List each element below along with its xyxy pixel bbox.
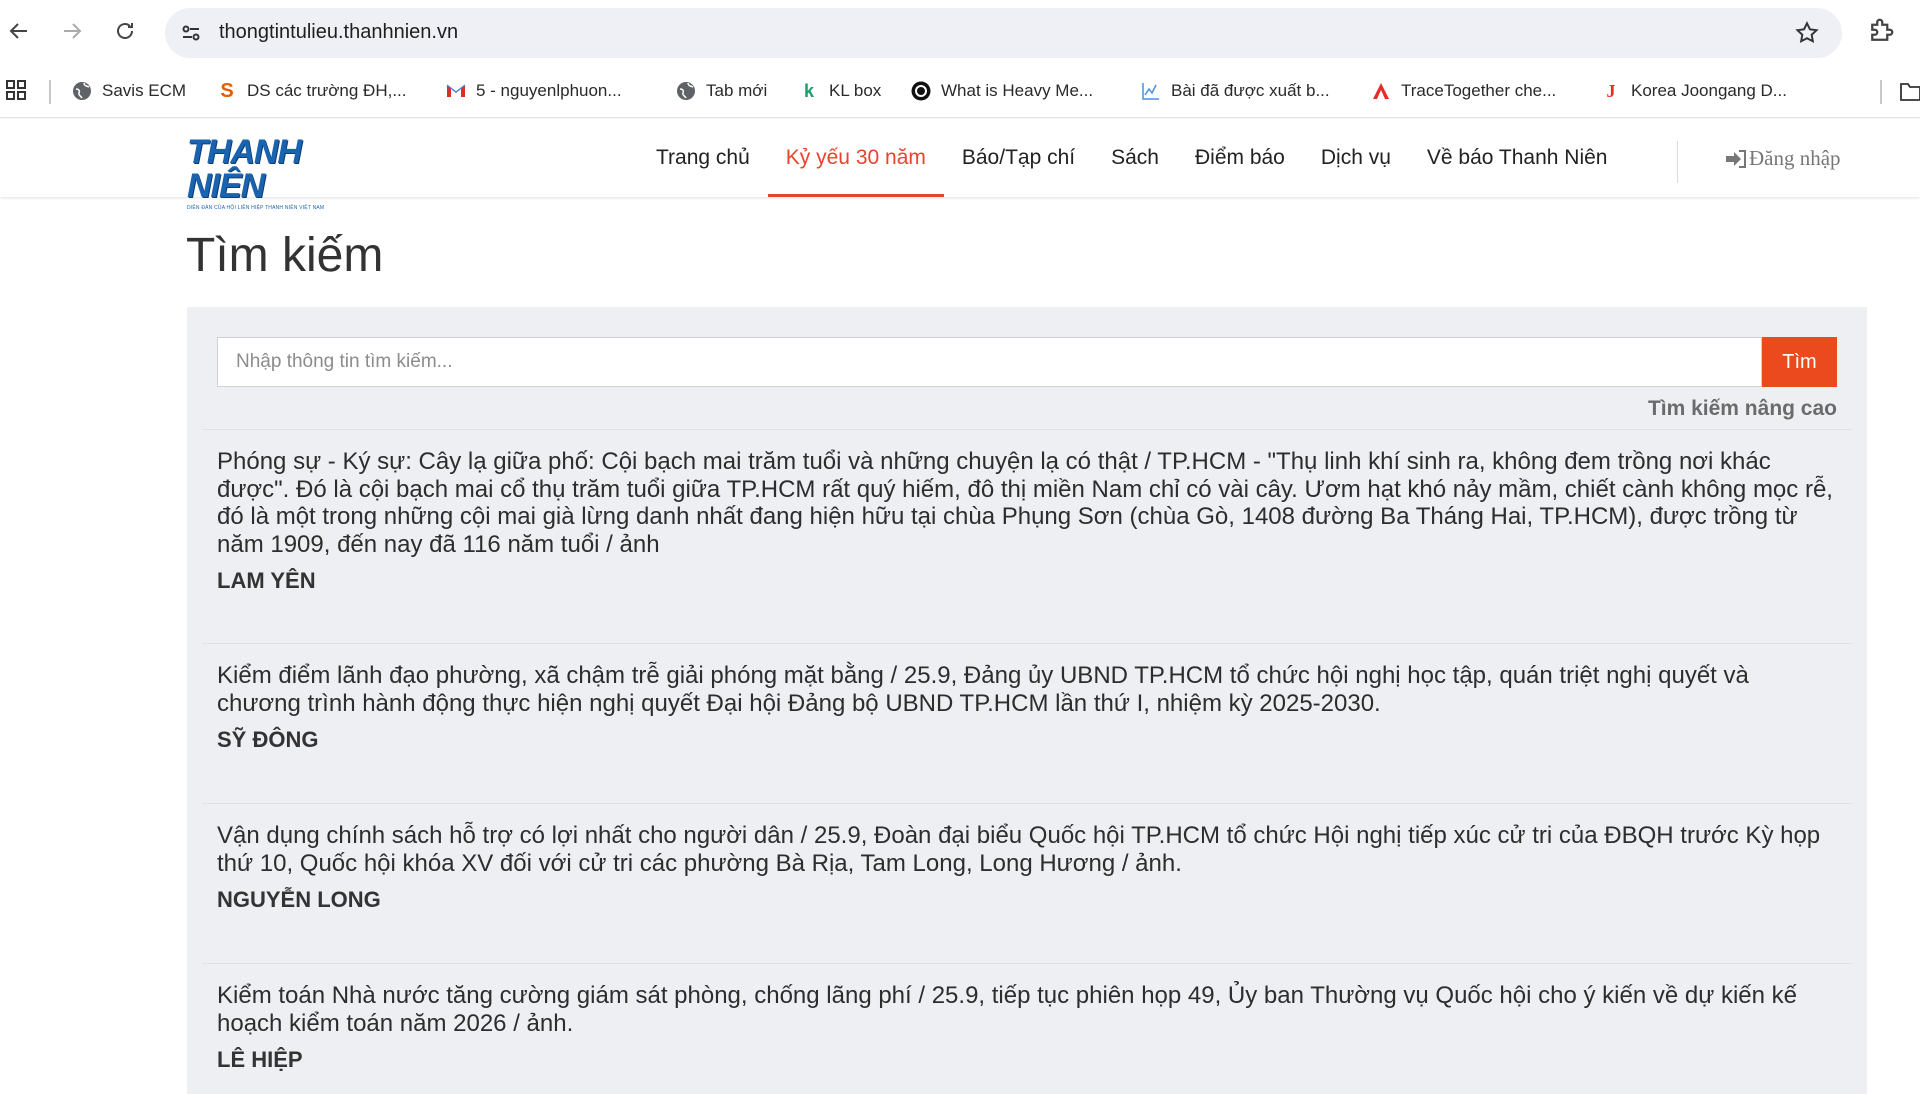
result-item[interactable]	[202, 963, 1852, 1094]
page-title: Tìm kiếm	[186, 229, 384, 282]
gmail-icon	[446, 81, 466, 101]
result-title[interactable]: Kiểm điểm lãnh đạo phường, xã chậm trễ giải phóng mặt bằng / 25.9, Đảng ủy UBND TP.HCM tổ chức hội nghị học tập, quán triệt nghị quyết và chương trình hành động thực hiện nghị quyết Đại hội Đảng bộ UBND TP.HCM lần thứ I, nhiệm kỳ 2025-2030.	[217, 662, 1749, 717]
extensions-icon[interactable]	[1866, 16, 1896, 46]
globe-icon	[676, 81, 696, 101]
main-menu	[638, 119, 1626, 197]
bookmark-separator	[49, 80, 51, 104]
result-item[interactable]	[202, 429, 1852, 643]
menu-item-ve-bao-thanh-nien[interactable]: Về báo Thanh Niên	[1426, 146, 1608, 169]
bookmark-star-icon[interactable]	[1794, 20, 1820, 46]
site-settings-icon[interactable]	[179, 21, 203, 45]
back-arrow-icon[interactable]	[2, 14, 36, 48]
forward-arrow-icon[interactable]	[55, 14, 89, 48]
search-results-list	[202, 429, 1852, 1094]
menu-item-dich-vu[interactable]: Dịch vụ	[1320, 146, 1391, 169]
bookmark-kl-box[interactable]: k KL box	[799, 76, 881, 106]
search-button[interactable]: Tìm	[1762, 337, 1837, 387]
menu-item-sach[interactable]: Sách	[1111, 146, 1159, 169]
result-author: SỸ ĐÔNG	[217, 727, 319, 752]
sign-in-icon	[1725, 149, 1747, 169]
site-header	[0, 119, 1920, 211]
result-author: LÊ HIỆP	[217, 1047, 303, 1072]
advanced-search-link[interactable]: Tìm kiếm nâng cao	[1647, 397, 1837, 420]
bookmark-korea-joongang[interactable]: J Korea Joongang D...	[1601, 76, 1787, 106]
k-logo-icon: k	[803, 80, 814, 101]
search-panel	[187, 307, 1867, 1094]
bookmark-heavy-metal[interactable]: What is Heavy Me...	[911, 76, 1093, 106]
menu-item-diem-bao[interactable]: Điểm báo	[1194, 146, 1285, 169]
j-logo-icon: J	[1606, 80, 1616, 101]
result-author: LAM YÊN	[217, 568, 316, 593]
reload-icon[interactable]	[108, 14, 142, 48]
browser-toolbar	[0, 0, 1920, 68]
bookmark-separator	[1880, 80, 1882, 104]
menu-item-bao-tap-chi[interactable]: Báo/Tạp chí	[961, 146, 1076, 169]
login-link[interactable]: Đăng nhập	[1725, 146, 1841, 171]
result-title[interactable]: Vận dụng chính sách hỗ trợ có lợi nhất cho người dân / 25.9, Đoàn đại biểu Quốc hội TP.HCM tổ chức Hội nghị tiếp xúc cử tri của ĐBQH trước Kỳ họp thứ 10, Quốc hội khóa XV đối với cử tri các phường Bà Rịa, Tam Long, Long Hương / ảnh.	[217, 822, 1821, 877]
result-item[interactable]	[202, 803, 1852, 963]
search-input[interactable]	[217, 337, 1762, 387]
bookmark-gmail[interactable]: 5 - nguyenlphuon...	[446, 76, 622, 106]
menu-item-trang-chu[interactable]: Trang chủ	[656, 146, 750, 169]
result-title[interactable]: Kiểm toán Nhà nước tăng cường giám sát phòng, chống lãng phí / 25.9, tiếp tục phiên họp 49, Ủy ban Thường vụ Quốc hội cho ý kiến về dự kiến kế hoạch kiểm toán năm 2026 / ảnh.	[217, 982, 1797, 1037]
folder-icon[interactable]	[1900, 80, 1920, 102]
result-author: NGUYỄN LONG	[217, 887, 381, 912]
address-bar[interactable]	[165, 8, 1842, 58]
bookmark-tracetogether[interactable]: TraceTogether che...	[1371, 76, 1556, 106]
result-item[interactable]	[202, 643, 1852, 803]
bookmark-savis-ecm[interactable]: Savis ECM	[72, 76, 186, 106]
cna-logo-icon	[1371, 81, 1391, 101]
chart-icon	[1141, 81, 1161, 101]
bookmarks-bar	[0, 68, 1920, 118]
url-text[interactable]: thongtintulieu.thanhnien.vn	[219, 21, 459, 43]
menu-divider	[1677, 141, 1678, 183]
thanh-nien-logo[interactable]: THANH NIÊN DIỄN ĐÀN CỦA HỘI LIÊN HIỆP THANH NIÊN VIỆT NAM	[187, 133, 325, 211]
apps-grid-icon[interactable]	[4, 78, 28, 102]
bookmark-ds-cac-truong[interactable]: S DS các trường ĐH,...	[217, 76, 407, 106]
result-title[interactable]: Phóng sự - Ký sự: Cây lạ giữa phố: Cội bạch mai trăm tuổi và những chuyện lạ có thật / TP.HCM - "Thụ linh khí sinh ra, không đem trồng nơi khác được". Đó là cội bạch mai cổ thụ trăm tuổi giữa TP.HCM rất quý hiếm, đô thị miền Nam chỉ có vài cây. Ươm hạt khó nảy mầm, chiết cành không mọc rễ, đó là một trong những cội mai già lừng danh nhất đang hiện hữu tại chùa Phụng Sơn (chùa Gò, 1408 đường Ba Tháng Hai, TP.HCM), được trồng từ năm 1909, đến nay đã 116 năm tuổi / ảnh	[217, 448, 1833, 558]
globe-icon	[72, 81, 92, 101]
bookmark-tab-moi[interactable]: Tab mới	[676, 76, 767, 106]
bookmark-bai-da-xuat-ban[interactable]: Bài đã được xuất b...	[1141, 76, 1330, 106]
circle-logo-icon	[911, 81, 931, 101]
menu-item-ky-yeu-30-nam[interactable]: Kỷ yếu 30 năm	[768, 119, 944, 197]
s-logo-icon: S	[220, 79, 234, 102]
